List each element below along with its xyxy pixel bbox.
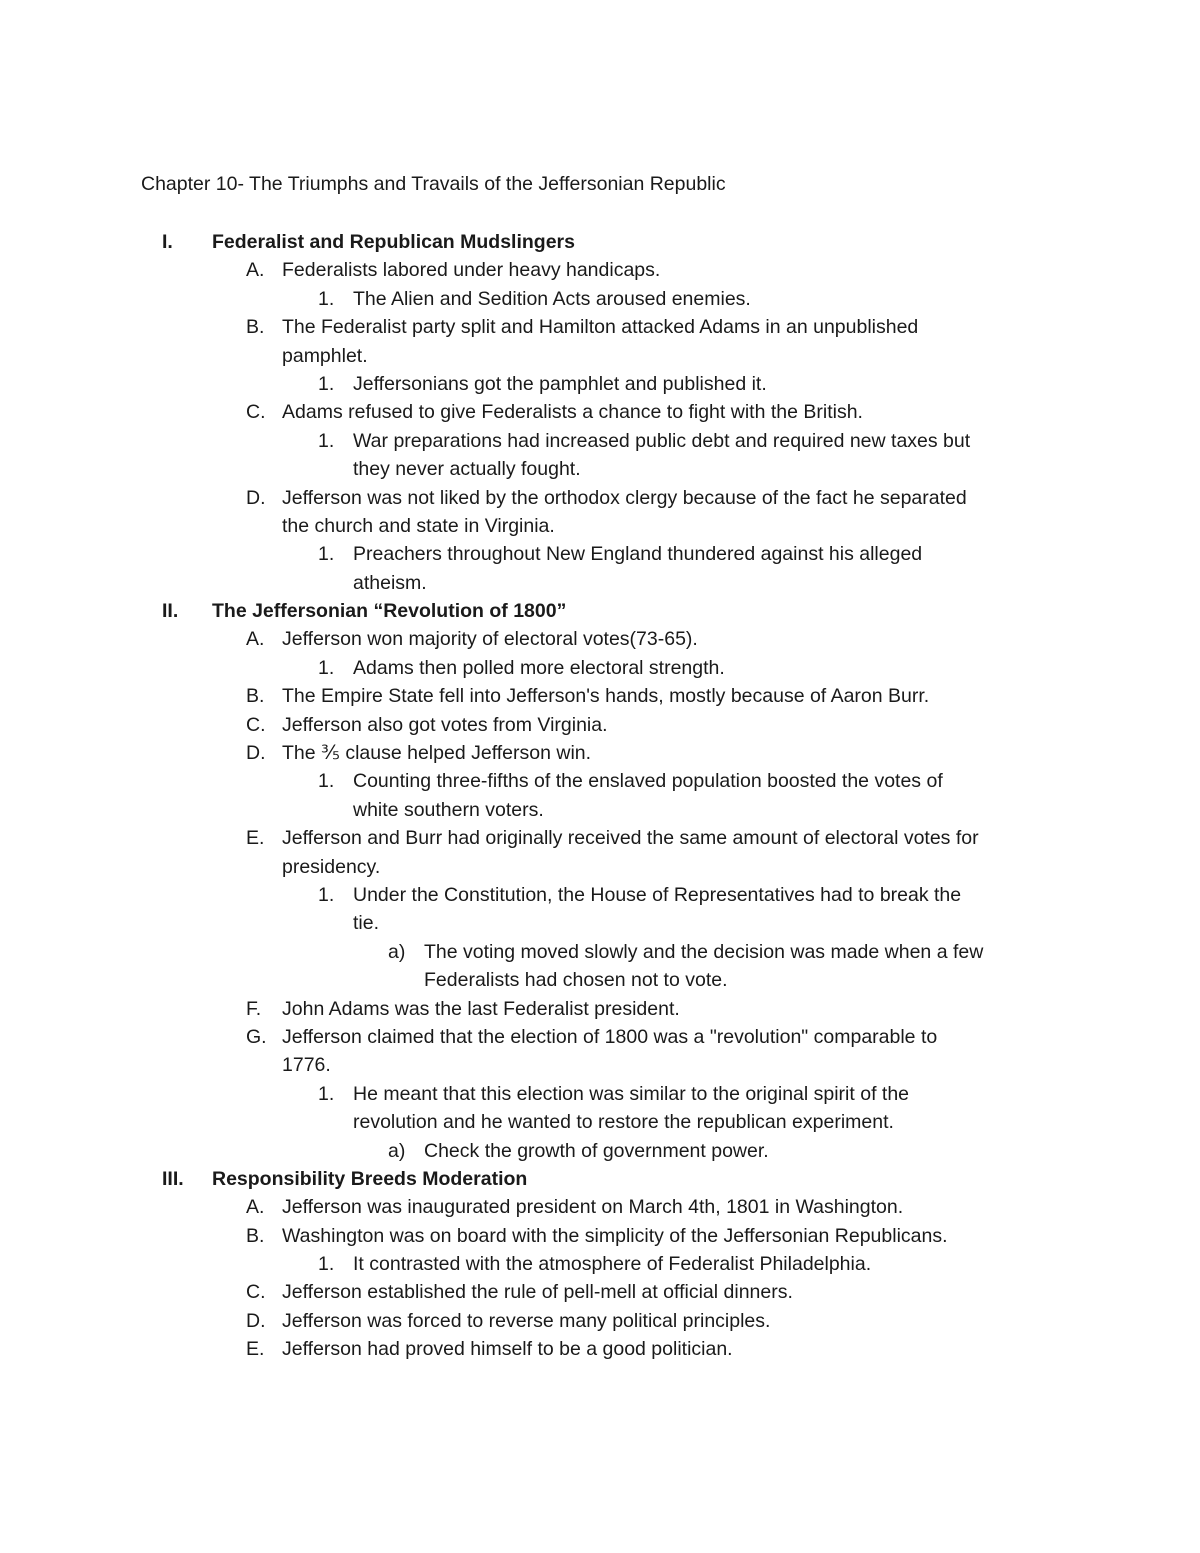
outline-item-text: Responsibility Breeds Moderation: [212, 1167, 528, 1190]
outline-item: [0, 398, 1200, 426]
outline-item-text: Adams refused to give Federalists a chance to fight with the British.: [282, 401, 863, 424]
outline-item-label: B.: [246, 1224, 265, 1247]
outline-item: [0, 1278, 1200, 1306]
outline-item-label: C.: [246, 401, 266, 424]
outline-item: [0, 1165, 1200, 1193]
outline-item: [0, 767, 1200, 795]
outline-item-label: A.: [246, 1196, 265, 1219]
outline-item: [0, 1193, 1200, 1221]
outline-item: [0, 228, 1200, 256]
outline-item-text: the church and state in Virginia.: [282, 514, 555, 537]
outline-item: [0, 1335, 1200, 1363]
outline-item-label: 1.: [318, 656, 335, 679]
outline-item: [0, 711, 1200, 739]
outline-item-label: C.: [246, 1281, 266, 1304]
outline-item-label: 1.: [318, 1253, 335, 1276]
outline-item-text: Federalists labored under heavy handicaps.: [282, 259, 661, 282]
outline-item-text: revolution and he wanted to restore the republican experiment.: [353, 1111, 894, 1134]
outline-item-text: The ⅗ clause helped Jefferson win.: [282, 742, 592, 765]
outline-item-text: Adams then polled more electoral strength.: [353, 656, 725, 679]
outline-item: [0, 597, 1200, 625]
outline-item-label: D.: [246, 742, 266, 765]
outline-item-text: Jeffersonians got the pamphlet and published it.: [353, 372, 767, 395]
outline-item: [0, 427, 1200, 455]
outline-item-text: presidency.: [282, 855, 381, 878]
outline-item-text: He meant that this election was similar to the original spirit of the: [353, 1082, 910, 1105]
outline-item-text: The Alien and Sedition Acts aroused enemies.: [353, 287, 751, 310]
outline-item-text: Jefferson and Burr had originally received the same amount of electoral votes for: [282, 827, 979, 850]
outline-item-text: Under the Constitution, the House of Representatives had to break the: [353, 883, 962, 906]
outline-item: [0, 625, 1200, 653]
outline-item-label: C.: [246, 713, 266, 736]
outline-item-text: Counting three-fifths of the enslaved population boosted the votes of: [353, 770, 943, 793]
outline-item-continuation: [0, 512, 1200, 540]
outline-item-text: tie.: [353, 912, 380, 935]
outline-item-label: B.: [246, 316, 265, 339]
outline-item-text: Jefferson claimed that the election of 1800 was a "revolution" comparable to: [282, 1025, 938, 1048]
outline-item-continuation: [0, 1108, 1200, 1136]
outline-item-text: The Federalist party split and Hamilton attacked Adams in an unpublished: [282, 316, 919, 339]
outline-item-label: A.: [246, 628, 265, 651]
outline-item-continuation: [0, 796, 1200, 824]
outline-item-label: 1.: [318, 287, 335, 310]
outline-item: [0, 938, 1200, 966]
outline-item: [0, 1222, 1200, 1250]
outline-item-text: War preparations had increased public debt and required new taxes but: [353, 429, 971, 452]
outline-item-continuation: [0, 1051, 1200, 1079]
outline-item-continuation: [0, 342, 1200, 370]
outline-item-text: they never actually fought.: [353, 458, 581, 481]
outline-item-label: 1.: [318, 372, 335, 395]
outline-item-text: atheism.: [353, 571, 427, 594]
outline: [0, 228, 1200, 1364]
outline-item-text: Federalist and Republican Mudslingers: [212, 231, 575, 253]
outline-item-continuation: [0, 966, 1200, 994]
outline-item-label: a): [388, 940, 406, 963]
outline-item-label: I.: [162, 231, 173, 253]
outline-item-text: John Adams was the last Federalist president.: [282, 997, 680, 1020]
outline-item-text: 1776.: [282, 1054, 331, 1077]
outline-item: [0, 1023, 1200, 1051]
outline-item-text: Preachers throughout New England thundered against his alleged: [353, 543, 923, 566]
outline-item-label: D.: [246, 486, 266, 509]
outline-item: [0, 654, 1200, 682]
outline-item-label: A.: [246, 259, 265, 282]
outline-item-text: The Jeffersonian “Revolution of 1800”: [212, 600, 567, 623]
outline-item-text: Jefferson won majority of electoral votes(73-65).: [282, 628, 698, 651]
outline-item: [0, 881, 1200, 909]
outline-item: [0, 995, 1200, 1023]
outline-item-label: E.: [246, 1338, 265, 1361]
outline-item: [0, 370, 1200, 398]
outline-item-label: 1.: [318, 1082, 335, 1105]
outline-item-text: white southern voters.: [353, 798, 544, 821]
outline-item: [0, 256, 1200, 284]
outline-item-label: II.: [162, 600, 179, 623]
outline-item-label: F.: [246, 997, 262, 1020]
outline-item-text: Jefferson was not liked by the orthodox clergy because of the fact he separated: [282, 486, 967, 509]
outline-item-text: Jefferson was forced to reverse many political principles.: [282, 1309, 771, 1332]
outline-item-text: pamphlet.: [282, 344, 368, 367]
document-title: Chapter 10- The Triumphs and Travails of the Jeffersonian Republic: [141, 173, 726, 195]
outline-item-label: III.: [162, 1167, 184, 1190]
outline-item-label: D.: [246, 1309, 266, 1332]
outline-item: [0, 1307, 1200, 1335]
outline-item-text: Check the growth of government power.: [424, 1139, 769, 1162]
outline-item-text: The Empire State fell into Jefferson's hands, mostly because of Aaron Burr.: [282, 685, 930, 708]
outline-item-continuation: [0, 909, 1200, 937]
outline-item-label: B.: [246, 685, 265, 708]
outline-item-text: Washington was on board with the simplicity of the Jeffersonian Republicans.: [282, 1224, 948, 1247]
outline-item-label: G.: [246, 1025, 267, 1048]
outline-item-label: 1.: [318, 883, 335, 906]
outline-item-continuation: [0, 569, 1200, 597]
outline-item-text: Jefferson also got votes from Virginia.: [282, 713, 608, 736]
outline-item: [0, 739, 1200, 767]
outline-item-text: The voting moved slowly and the decision was made when a few: [424, 940, 984, 963]
outline-item-label: 1.: [318, 543, 335, 566]
outline-item-text: Jefferson had proved himself to be a good politician.: [282, 1338, 733, 1361]
outline-item: [0, 1250, 1200, 1278]
outline-item-label: E.: [246, 827, 265, 850]
outline-item: [0, 1137, 1200, 1165]
outline-item: [0, 1080, 1200, 1108]
outline-item: [0, 682, 1200, 710]
outline-item-continuation: [0, 455, 1200, 483]
outline-item-continuation: [0, 853, 1200, 881]
outline-item-text: It contrasted with the atmosphere of Federalist Philadelphia.: [353, 1253, 872, 1276]
outline-item-label: a): [388, 1139, 406, 1162]
outline-item-label: 1.: [318, 429, 335, 452]
outline-item-label: 1.: [318, 770, 335, 793]
outline-item: [0, 313, 1200, 341]
outline-item-text: Federalists had chosen not to vote.: [424, 969, 728, 992]
outline-item: [0, 285, 1200, 313]
outline-item: [0, 484, 1200, 512]
outline-item-text: Jefferson established the rule of pell-mell at official dinners.: [282, 1281, 793, 1304]
outline-item: [0, 540, 1200, 568]
outline-item: [0, 824, 1200, 852]
outline-item-text: Jefferson was inaugurated president on March 4th, 1801 in Washington.: [282, 1196, 904, 1219]
